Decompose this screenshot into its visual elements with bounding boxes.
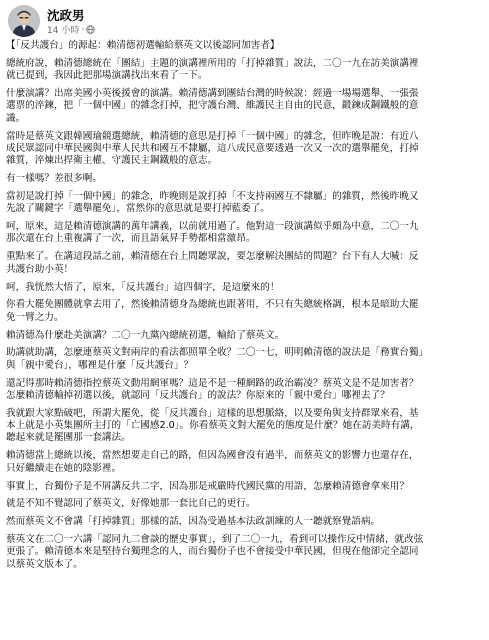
post-paragraph: 事實上，台獨份子是不屑講反共二字，因為那是戒嚴時代國民黨的用語，怎麼賴清德會拿來用？ <box>6 480 409 492</box>
post-paragraph: 當時是蔡英文跟韓國瑜競選總統，賴清德的意思是打掉「一個中國」的雜念，但昨晚是說：有近八 成民眾認同中華民國與中華人民共和國互不隸屬，這八成民意要透過一次又一次的選舉罷免，打掉 雜質，淬煉出捍衛主權、守護民主鋼鐵般的意志。 <box>6 130 419 167</box>
post-paragraph: 當初是說打掉「一個中國」的雜念，昨晚則是說打掉「不支持兩國互不隸屬」的雜質，然後昨晚又 先說了關鍵字「選舉罷免」，當然你的意思就是要打掉藍委了。 <box>6 190 419 215</box>
post-meta <box>47 23 95 36</box>
meta-separator: · <box>81 24 85 35</box>
post-paragraph: 我就跟大家點破吧，所謂大罷免，從「反共護台」這樣的思想脈絡，以及要角與支持群眾來看，基 本上就是小英集團所主打的「亡國感2.0」。你看蔡英文對大罷免的態度是什麼？她在訪美時有講， 聽起來就是罷團那一套講法。 <box>6 407 420 444</box>
post-paragraph: 什麼演講？出席美國小英後援會的演講。賴清德講到團結台灣的時候說：經過一場場選舉、一張張 選票的淬鍊，把「一個中國」的雜念打掉，把守護台灣、維護民主自由的民意，鍛鍊成鋼鐵般的意 識。 <box>6 88 419 124</box>
post-paragraph: 呵，我恍然大悟了，原來，「反共護台」這四個字，是這麼來的！ <box>6 281 280 293</box>
post-paragraph: 然而蔡英文不會講「打掉雜質」那樣的話，因為受過基本法政訓練的人一聽就察覺語病。 <box>6 516 381 528</box>
author-avatar[interactable] <box>8 5 40 37</box>
post-paragraph: 賴清德為什麼赴美演講？二〇一九黨內總統初選，輸給了蔡英文。 <box>6 329 285 341</box>
post-paragraph: 蔡英文在二〇一六講「認同九二會談的歷史事實」，到了二〇一九，看到可以操作反中情緒，就改弦 更張了。賴清德本來是堅持台獨理念的人，而台獨份子也不會接受中華民國，但現在他卻完全認同 以蔡英文版本了。 <box>6 534 424 570</box>
post-paragraph: 助講就助講，怎麼連蔡英文對兩岸的看法都照單全收？二〇一七，明明賴清德的說法是「務實台獨」 與「親中愛台」，哪裡是什麼「反共護台」？ <box>6 347 429 371</box>
post-paragraph: 【「反共護台」的源起：賴清德初選輸給蔡英文以後認同加害者】 <box>6 40 280 51</box>
post-paragraph: 有一樣嗎？差很多啊。 <box>6 173 102 185</box>
post-paragraph: 還記得那時賴清德指控蔡英文動用網軍嗎？這是不是一種網路的政治霸凌？蔡英文是不是加害者？ 怎麼賴清德輸掉初選以後，就認同「反共護台」的說法？你原來的「親中愛台」哪裡去了？ <box>6 377 419 401</box>
globe-icon <box>86 25 95 34</box>
post-paragraph: 呵，原來，這是賴清德演講的萬年講義，以前就用過了。他對這一段演講似乎頗為中意，二〇一九 那次還在台上重複講了一次，而且語氣昇手勢都相當激昂。 <box>6 221 419 245</box>
post-time[interactable]: 14 小時 <box>47 26 80 36</box>
post-header <box>0 0 489 44</box>
post-paragraph: 就是不知不覺認同了蔡英文，好像她那一套比自己的更行。 <box>6 498 256 510</box>
post-paragraph: 總統府說，賴清德總統在「團結」主題的演講裡所用的「打掉雜質」說法，二〇一九在訪美演講裡 就已提到，我因此把那場演講找出來看了一下。 <box>6 57 419 82</box>
post-body <box>6 40 484 577</box>
post-paragraph: 賴清德當上總統以後，當然想要走自己的路，但因為國會沒有過半，而蔡英文的影響力也還存在， 只好繼續走在她的陰影裡。 <box>6 450 419 474</box>
post-paragraph: 重點來了。在講這段話之前，賴清德在台上問聽眾說，要怎麼解決團結的問題？台下有人大喊：反 共護台助小英！ <box>6 251 419 275</box>
author-name[interactable]: 沈政男 <box>47 8 85 23</box>
post-paragraph: 你看大罷免團體就拿去用了，然後賴清德身為總統也跟著用，不只有失總統格調，根本是暗助大罷 免一臂之力。 <box>6 299 419 323</box>
avatar-portrait-icon <box>8 5 40 37</box>
